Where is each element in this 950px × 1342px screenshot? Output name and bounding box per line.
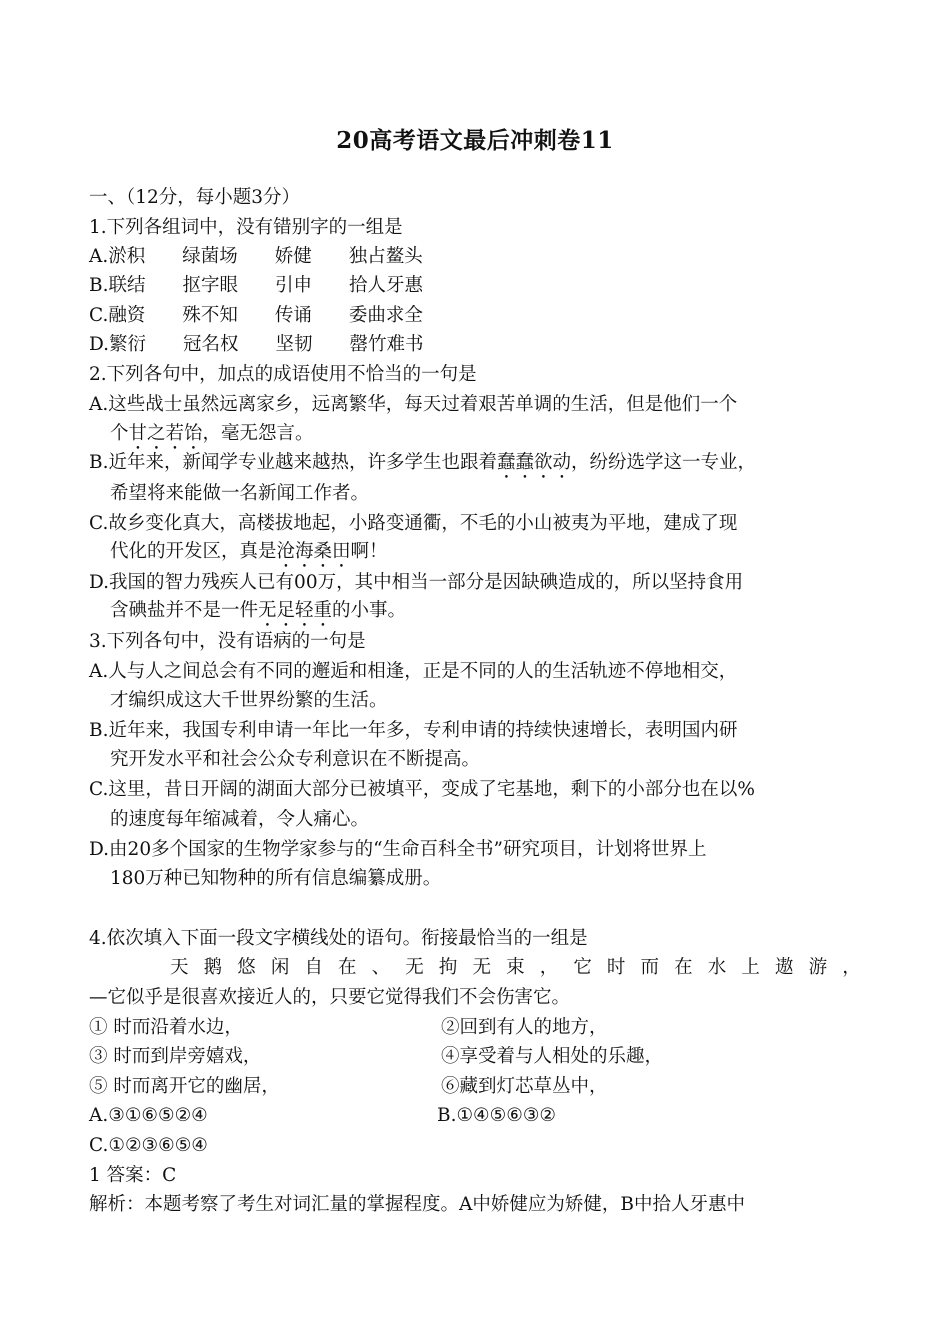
q2-option-c-line1: C.故乡变化真大，高楼拔地起，小路变通衢，不毛的小山被夷为平地，建成了现 — [89, 513, 738, 534]
passage-char: 无 — [405, 957, 424, 978]
q4-item-3: ③ 时而到岸旁嬉戏， — [89, 1046, 262, 1067]
answer-analysis: 解析：本题考察了考生对词汇量的掌握程度。A中娇健应为矫健，B中拾人牙惠中 — [89, 1194, 745, 1215]
q1-option-c: C.融资 殊不知 传诵 委曲求全 — [89, 305, 423, 326]
question-2-stem: 2.下列各句中，加点的成语使用不恰当的一句是 — [89, 364, 477, 385]
q1-option-b: B.联结 抠字眼 引申 拾人牙惠 — [89, 275, 423, 296]
passage-char: 而 — [640, 957, 660, 978]
passage-char: 自 — [304, 957, 323, 978]
q4-item-6: ⑥藏到灯芯草丛中， — [441, 1076, 608, 1097]
passage-char: 游 — [808, 957, 828, 978]
q4-item-4: ④享受着与人相处的乐趣， — [441, 1046, 664, 1067]
q4-option-c: C.①②③⑥⑤④ — [89, 1135, 208, 1156]
q4-item-5: ⑤ 时而离开它的幽居， — [89, 1076, 280, 1097]
passage-char: 、 — [371, 957, 391, 978]
q3-option-a-line1: A.人与人之间总会有不同的邂逅和相逢，正是不同的人的生活轨迹不停地相交， — [89, 661, 738, 682]
q2-option-d-line1: D.我国的智力残疾人已有00万，其中相当一部分是因缺碘造成的，所以坚持食用 — [89, 572, 744, 593]
passage-char: 遨 — [774, 957, 794, 978]
q2-option-a-line2 — [110, 422, 314, 454]
passage-char: 无 — [472, 957, 491, 978]
passage-char: 时 — [606, 957, 626, 978]
passage-char: 水 — [707, 957, 727, 978]
dotted-idiom: 甘之若饴 — [128, 423, 203, 444]
dotted-idiom: 蠢蠢欲动 — [496, 452, 571, 473]
q4-option-a: A.③①⑥⑤②④ — [89, 1105, 208, 1126]
q3-option-a-line2: 才编织成这大千世界纷繁的生活。 — [110, 690, 388, 711]
text: 个 — [110, 423, 129, 444]
q1-option-a: A.淤积 绿菌场 娇健 独占鳌头 — [89, 246, 423, 267]
passage-char: 在 — [338, 957, 357, 978]
text: ，纷纷选学这一专业， — [571, 452, 757, 473]
text: 的小事。 — [332, 600, 407, 621]
q4-passage-line1 — [170, 956, 861, 980]
q3-option-d-line1: D.由20多个国家的生物学家参与的“生命百科全书”研究项目，计划将世界上 — [89, 839, 707, 860]
text: 含碘盐并不是一件 — [110, 600, 259, 621]
passage-char: 闲 — [270, 957, 290, 978]
q2-option-b-line1 — [89, 451, 756, 483]
q3-option-c-line2: 的速度每年缩减着，令人痛心。 — [110, 809, 370, 830]
q3-option-b-line1: B.近年来，我国专利申请一年比一年多，专利申请的持续快速增长，表明国内研 — [89, 720, 738, 741]
page-title: 20高考语文最后冲刺卷11 — [336, 127, 614, 154]
q2-option-c-line2 — [110, 540, 388, 572]
passage-char: ， — [842, 957, 861, 978]
question-4-stem: 4.依次填入下面一段文字横线处的语句。衔接最恰当的一组是 — [89, 928, 588, 949]
text: 代化的开发区，真是 — [110, 541, 277, 562]
passage-char: 悠 — [237, 957, 256, 978]
text: B.近年来，新闻学专业越来越热，许多学生也跟着 — [89, 452, 497, 473]
passage-char: 拘 — [438, 957, 458, 978]
q3-option-d-line2: 180万种已知物种的所有信息编纂成册。 — [110, 868, 442, 889]
q1-option-d: D.繁衍 冠名权 坚韧 罄竹难书 — [89, 334, 424, 355]
q3-option-b-line2: 究开发水平和社会公众专利意识在不断提高。 — [110, 749, 481, 770]
dotted-idiom: 沧海桑田 — [276, 541, 351, 562]
q2-option-d-line2 — [110, 599, 406, 631]
passage-char: 上 — [741, 957, 760, 978]
text: ，毫无怨言。 — [202, 423, 314, 444]
q2-option-b-line2: 希望将来能做一名新闻工作者。 — [110, 483, 370, 504]
section-heading: 一、（12分，每小题3分） — [89, 187, 301, 208]
passage-char: 天 — [170, 957, 189, 978]
answer-label: 1 答案：C — [89, 1165, 177, 1186]
text: 啊！ — [350, 541, 388, 562]
q4-item-2: ②回到有人的地方， — [441, 1017, 608, 1038]
q4-item-1: ① 时而沿着水边， — [89, 1017, 243, 1038]
dotted-idiom: 无足轻重 — [258, 600, 333, 621]
q3-option-c-line1: C.这里，昔日开阔的湖面大部分已被填平，变成了宅基地，剩下的小部分也在以% — [89, 779, 755, 800]
passage-char: 它 — [573, 957, 592, 978]
question-3-stem: 3.下列各句中，没有语病的一句是 — [89, 631, 366, 652]
passage-char: 鹅 — [203, 957, 223, 978]
question-1-stem: 1.下列各组词中，没有错别字的一组是 — [89, 217, 403, 238]
q2-option-a-line1: A.这些战士虽然远离家乡，远离繁华，每天过着艰苦单调的生活，但是他们一个 — [89, 394, 738, 415]
q4-passage-line2: —它似乎是很喜欢接近人的，只要它觉得我们不会伤害它。 — [89, 987, 571, 1008]
passage-char: ， — [539, 957, 559, 978]
passage-char: 束 — [506, 957, 525, 978]
passage-char: 在 — [674, 957, 693, 978]
q4-option-b: B.①④⑤⑥③② — [437, 1105, 556, 1126]
